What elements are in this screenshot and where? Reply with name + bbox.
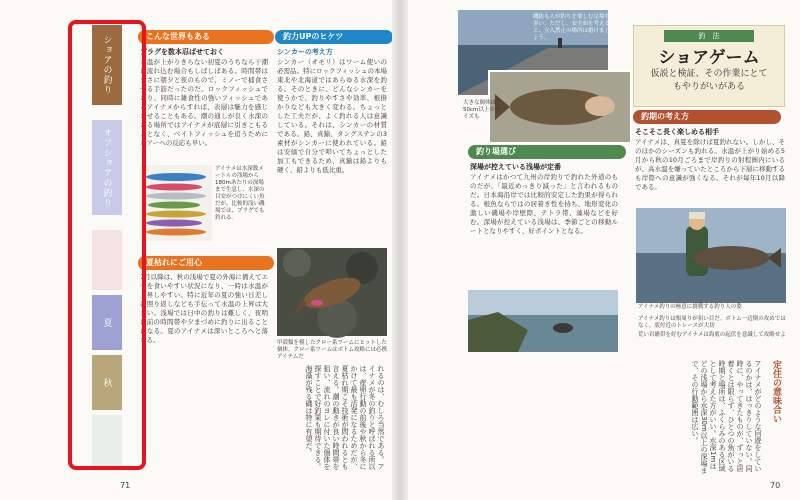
category-label: 釣 法 — [664, 30, 754, 42]
page-title: ショアゲーム — [658, 48, 760, 68]
tab-offshore-fishing[interactable]: オフショアの釣り — [92, 120, 122, 215]
small-caption-1: アイナメ釣りは根周りが狙い目だ。ボトム一辺倒の攻めではなく、底付近のトレースが大切 — [638, 316, 786, 329]
vertical-body-text-right: アイナメがどのような回遊をしているのかは、はっきりしていない。同時に、やってきたものが、ずっと居着くとは限らず、ひとつの魚がいる時期と場所は、ふくらみのある区域として考えた方がいい。水深1mほどの浅場から水深30m以上の深場まで、その行動範囲は広い。 — [691, 360, 762, 474]
tab-shore-fishing[interactable]: ショアの釣り — [92, 25, 122, 105]
section-subheading-plugs: ブラグを数本忍ばせておく — [140, 48, 224, 56]
section-header-world: こんな世界もある — [138, 30, 274, 44]
tab-summer[interactable]: 夏 — [92, 295, 122, 350]
vertical-heading: 定住の意味合い — [771, 360, 781, 423]
angler-photo-caption: アイナメ釣りの極意に挑戦する釣り人の姿 — [638, 304, 742, 310]
section-body-season: アイナメは、真夏を除けば夏釣れない。しかし、そのほかのシーズンも釣れる。水温が上がり始める5月から秋の10月ごろまで岸釣りの射程圏内にいるが、高水温を嫌っていたところから下層に移動するも岸際への意識が強くなる。それが毎年10月以降である。 — [635, 138, 785, 191]
column-header-tips: 釣力UPのヒケツ — [275, 30, 393, 44]
lure-photo-caption: アイナメは水深数メートルの浅場から180mあたりの深場まで生息し、水深の目安がつけにくい魚だが、比較的浅い磯場では、プラグでも釣れる。 — [215, 166, 265, 221]
held-fish-caption: 大きな個体ほど50cm以上のサイズも — [463, 100, 502, 120]
right-page — [408, 0, 800, 500]
section-header-site: 釣り場選び — [468, 145, 626, 159]
section-header-season: 釣期の考え方 — [633, 110, 781, 124]
angler-photo — [636, 208, 786, 303]
column-body-sinker: シンカー（オモリ）はワーム使いの必需品。特にロックフィッシュの本場東北や北海道ではあらゆる水深を釣る。そのときに、どんなシンカーを使うかで、釣りやすさや効率、根掛かりなども大きく変わる。ちょっとした工夫だが、よく釣れる人は意識している。それは、シンカーの材質である。鉛、真鍮、タングステンの3素材がシンカーに使われている。鉛は安価で自分で叩いてちょっとした加工もできるため、真鍮は鉛よりも硬く、鉛よりも低比重。 — [277, 58, 387, 174]
section-body-summer: 7月以降は、秋の浅場で夏の外海に備えてエサを食いやすい状況になり、一時は水温が上昇しやすい。特に近年の夏の強い日差しは照り返しなども手伝って水温の上昇は大きい。浅場では日中の釣りは難しく、夜明け前の時間帯や夕まづめに釣りに出ることになる。夏のアイナメは深いところへと落ちる。 — [140, 273, 268, 344]
page-number-left: 71 — [120, 481, 131, 490]
coastline-photo — [468, 290, 618, 352]
page-number-right: 70 — [770, 481, 781, 490]
small-caption-2: 荒い岩礁帯を好むアイナメは海底の起伏を意識して攻略せよ — [638, 332, 786, 338]
vertical-body-text: れるのは、むしろ当然である。アイナメが冬の釣りと呼ばれる所以は、産卵行動の前後や秋から冬にかけて最も活発になるためだが、夏枯れ期こそ技術が問われるとも言える。潮の動きが良い時間帯を狙い、流れのヨレに付いた個体を探すことで好釣果も期待できる。海藻が残る磯は特に有望だ。 — [305, 365, 385, 470]
tab-autumn[interactable]: 秋 — [92, 355, 122, 410]
section-body-world: 水温が上がりきらない初夏のうちなら干潮に流れ込む場合もしばしばある。時間帯はまさに朝夕と夜のもので、ミノーで捕食させる手筋だったのだ。ロックフィッシュであり、同時に雑食性の強いフィッシュであるアイナメからすれば、表層は魅力を感じさせることもある。潮の通しが良く水深のある場所ではアイナメが底層に引きこもることなく、ベイトフィッシュを追うためにルアーへの反応も早い。 — [140, 58, 268, 147]
section-body-site: アイナメはかつて九州の岸釣りで釣れた外道のものだが、「最近めっきり減った」と言われるものだ。日本海沿岸では比較的安定した釣果が得られる。根魚ならではの居着き性を持ち、地形変化の激しい磯場や岸壁際、テトラ帯、藻場などを好む。深場が控えている浅場は、季節ごとの移動ルートとなりやすく、好ポイントとなる。 — [470, 173, 618, 235]
page-tagline: 仮説と検証、その作業にとてもやりがいがある — [650, 69, 768, 92]
left-page — [0, 0, 392, 500]
tab-highlight-box — [68, 20, 146, 470]
breakwater-caption: 磯防も人が釣りを楽しむ足場も多い。ただし、安全面を考えると、立入禁止の場所は避けましょう。 — [533, 14, 611, 41]
lure-photo — [140, 165, 212, 241]
book-gutter — [392, 0, 408, 500]
fish-on-rocks-photo — [277, 248, 387, 336]
section-subheading-site: 深場が控えている浅場が定番 — [470, 163, 561, 171]
column-subheading-sinker: シンカーの考え方 — [277, 48, 333, 56]
held-fish-photo — [488, 70, 632, 144]
fish-photo-caption: 甲殻類を模したクロー系ワームにヒットした個体。クロー系ワームはボトム攻略には必携アイテムだ — [277, 340, 388, 360]
section-subheading-season: そこそこ長く楽しめる相手 — [635, 128, 719, 136]
title-box — [633, 25, 785, 107]
section-header-summer: 夏枯れにご用心 — [138, 256, 274, 270]
